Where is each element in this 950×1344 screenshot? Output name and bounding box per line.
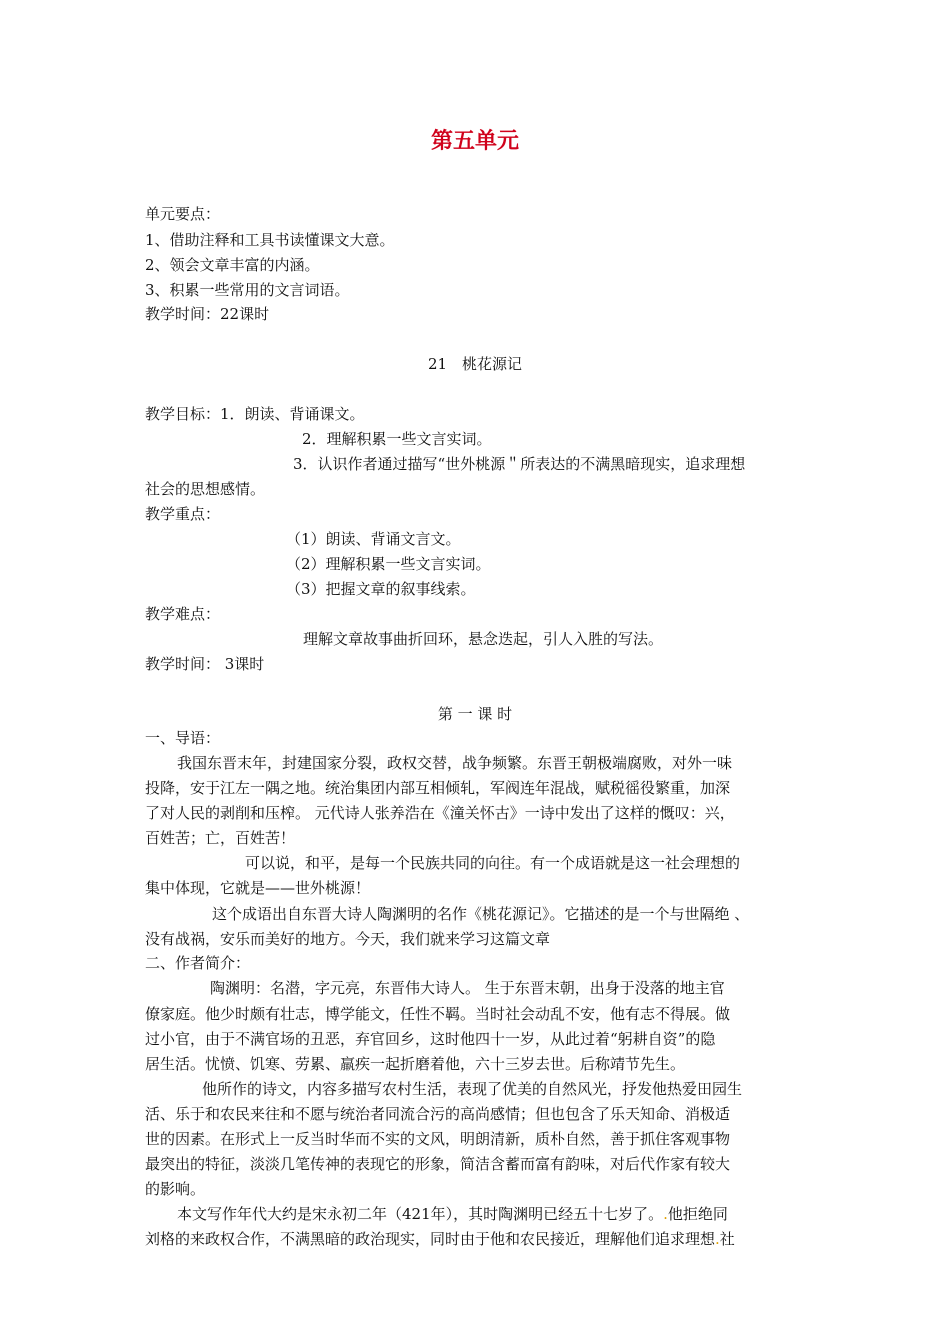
unit-point-3: 3、积累一些常用的文言词语。 (145, 281, 350, 299)
teaching-goal-3: 3．认识作者通过描写“世外桃源＂所表达的不满黑暗现实，追求理想 (293, 455, 746, 473)
para5-line3: 世的因素。在形式上一反当时华而不实的文风，明朗清新，质朴自然，善于抓住客观事物 (145, 1130, 731, 1148)
para1-line1: 我国东晋末年，封建国家分裂，政权交替，战争频繁。东晋王朝极端腐败，对外一味 (177, 754, 733, 772)
para4-line2: 僚家庭。他少时颇有壮志，博学能文，任性不羁。当时社会动乱不安，他有志不得展。做 (145, 1005, 731, 1023)
para4-line3: 过小官，由于不满官场的丑恶，弃官回乡，这时他四十一岁，从此过着“躬耕自资”的隐 (145, 1030, 716, 1048)
key-point-1: （1）朗读、背诵文言文。 (286, 530, 461, 548)
unit-title: 第五单元 (430, 129, 519, 154)
unit-teaching-time: 教学时间：22课时 (145, 305, 270, 323)
section-author-heading: 二、作者简介： (145, 954, 251, 972)
para6-line1 (177, 1202, 857, 1226)
para5-line5: 的影响。 (145, 1180, 206, 1198)
para3-line2: 没有战祸，安乐而美好的地方。今天，我们就来学习这篇文章 (145, 930, 551, 948)
unit-point-2: 2、领会文章丰富的内涵。 (145, 256, 320, 274)
para1-line4: 百姓苦；亡，百姓苦！ (145, 829, 296, 847)
difficulty-text: 理解文章故事曲折回环，悬念迭起，引人入胜的写法。 (303, 630, 664, 648)
para5-line1: 他所作的诗文，内容多描写农村生活，表现了优美的自然风光，抒发他热爱田园生 (202, 1080, 743, 1098)
para6-line1-end: 他拒绝同 (667, 1205, 728, 1223)
teaching-goal-2: 2．理解积累一些文言实词。 (302, 430, 492, 448)
para1-line3: 了对人民的剥削和压榨。 元代诗人张养浩在《潼关怀古》一诗中发出了这样的慨叹：兴， (145, 804, 735, 822)
teaching-goal-1: 教学目标：1．朗读、背诵课文。 (145, 405, 365, 423)
lesson-teaching-time: 教学时间： 3课时 (145, 655, 265, 673)
key-point-3: （3）把握文章的叙事线索。 (286, 580, 476, 598)
unit-points-heading: 单元要点： (145, 205, 221, 223)
para2-line2: 集中体现，它就是——世外桃源！ (145, 879, 371, 897)
mark-dot: . (715, 1230, 720, 1248)
para4-line4: 居生活。忧愤、饥寒、劳累、羸疾一起折磨着他，六十三岁去世。后称靖节先生。 (145, 1055, 686, 1073)
teaching-goal-3-cont: 社会的思想感情。 (145, 480, 266, 498)
para6-line2-end: 社 (719, 1230, 735, 1248)
unit-point-1: 1、借助注释和工具书读懂课文大意。 (145, 231, 395, 249)
lesson-title: 21 桃花源记 (427, 355, 523, 373)
mark-dot: . (663, 1205, 668, 1223)
para3-line1: 这个成语出自东晋大诗人陶渊明的名作《桃花源记》。它描述的是一个与世隔绝 、 (212, 905, 750, 923)
period-title: 第 一 课 时 (437, 705, 513, 723)
key-points-heading: 教学重点： (145, 505, 221, 523)
para5-line4: 最突出的特征，淡淡几笔传神的表现它的形象，简洁含蓄而富有韵味，对后代作家有较大 (145, 1155, 731, 1173)
para2-line1: 可以说，和平，是每一个民族共同的向往。有一个成语就是这一社会理想的 (245, 854, 741, 872)
para5-line2: 活、乐于和农民来往和不愿与统治者同流合污的高尚感情；但也包含了乐天知命、消极适 (145, 1105, 731, 1123)
para4-line1: 陶渊明：名潜，字元亮，东晋伟大诗人。 生于东晋末朝，出身于没落的地主官 (210, 979, 725, 997)
para1-line2: 投降，安于江左一隅之地。统治集团内部互相倾轧，军阀连年混战，赋税徭役繁重，加深 (145, 779, 731, 797)
difficulty-heading: 教学难点： (145, 605, 221, 623)
para6-line2 (145, 1227, 825, 1251)
key-point-2: （2）理解积累一些文言实词。 (286, 555, 491, 573)
para6-line1-text: 本文写作年代大约是宋永初二年（421年），其时陶渊明已经五十七岁了。 (177, 1205, 664, 1223)
section-intro-heading: 一、导语： (145, 729, 221, 747)
para6-line2-text: 刘格的来政权合作，不满黑暗的政治现实，同时由于他和农民接近，理解他们追求理想 (145, 1230, 716, 1248)
